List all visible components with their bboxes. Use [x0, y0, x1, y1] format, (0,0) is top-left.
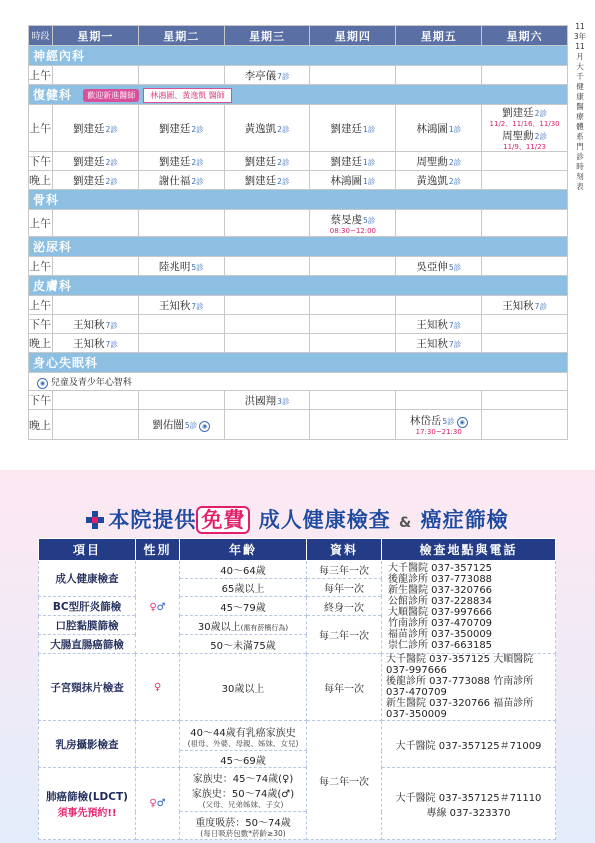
doctor-name: 劉建廷: [158, 155, 191, 168]
header-thu: 星期四: [310, 26, 396, 46]
room-number: 5診: [442, 417, 455, 426]
banner-post: 成人健康檢查: [258, 508, 391, 532]
psy-eve-row: [29, 410, 568, 440]
item-lung-ldct: [39, 768, 136, 840]
age-value: 家族史：50～74歲(♂): [191, 789, 295, 800]
age-note: (祖母、外婆、母親、姊妹、女兒): [187, 738, 299, 748]
doctor-name: 劉建廷: [330, 155, 362, 168]
location-mammography: 大千醫院 037-357125＃71009: [382, 721, 556, 768]
rehab-eve-row: [29, 171, 568, 190]
col-gender: 性別: [136, 539, 180, 561]
room-number: 2診: [191, 176, 204, 186]
slot-label: 晚上: [29, 334, 53, 353]
dept-dermatology: 皮膚科: [29, 276, 568, 296]
room-number: 2診: [105, 124, 118, 134]
slot-label: 下午: [29, 391, 53, 410]
child-mind-icon: ◉: [199, 421, 210, 432]
doctor-name: 劉佑闓: [152, 419, 184, 431]
doctor-name: 謝仕福: [158, 174, 191, 187]
location-entry: 大千醫院 037-357125: [388, 563, 493, 574]
doctor-name: 劉建廷: [73, 174, 105, 187]
header-slot: 時段: [29, 26, 53, 46]
dept-rehab-label: 復健科: [33, 88, 73, 102]
age-range: 65歲以上: [180, 579, 307, 597]
dept-neurology: 神經內科: [29, 46, 568, 66]
doctor-name: 林岱岳: [409, 415, 442, 427]
female-icon: [136, 721, 180, 768]
doctor-name: 王知秋: [158, 299, 191, 312]
age-note: (每日吸菸包數*菸齡≥30): [200, 828, 286, 838]
room-number: 7診: [105, 320, 118, 330]
psy-subnote-label: 兒童及青少年心智科: [50, 377, 132, 388]
location-entry: 後龍診所 037-773088: [388, 574, 493, 585]
age-note: (需有菸檳行為): [240, 623, 289, 632]
slot-label: 上午: [29, 296, 53, 315]
frequency: 每二年一次: [307, 616, 382, 654]
schedule-header-row: [29, 26, 568, 46]
room-number: 2診: [105, 176, 118, 186]
dept-orthopedics: 骨科: [29, 190, 568, 210]
item-label: 肺癌篩檢(LDCT): [46, 790, 128, 803]
slot-label: 上午: [29, 210, 53, 237]
header-mon: 星期一: [53, 26, 139, 46]
location-entry: 新生醫院 037-320766: [388, 585, 493, 596]
slot-label: 下午: [29, 315, 53, 334]
banner-amp: &: [399, 515, 413, 531]
header-sat: 星期六: [482, 26, 568, 46]
doctor-name: 蔡旻虔: [330, 213, 362, 226]
location-entry: 專線 037-323370: [426, 807, 511, 819]
check-header-row: [39, 539, 556, 561]
age-range: 45～79歲: [180, 597, 307, 616]
doctor-name: 林鴻圖: [416, 122, 448, 135]
room-number: 7診: [277, 71, 290, 81]
room-number: 7診: [105, 339, 118, 349]
free-label: 免費: [196, 506, 250, 534]
doctor-name: 劉建廷: [73, 122, 105, 135]
col-data: 資料: [307, 539, 382, 561]
room-number: 1診: [363, 176, 376, 186]
room-number: 1診: [448, 124, 462, 134]
item-mammography: 乳房攝影檢查: [39, 721, 136, 768]
room-number: 2診: [448, 157, 462, 167]
age-range: [180, 812, 307, 840]
doctor-name: 王知秋: [416, 318, 448, 331]
age-value: 30歲以上: [197, 621, 241, 633]
doctor-name: 劉建廷: [73, 155, 105, 168]
room-number: 5診: [191, 262, 204, 272]
room-number: 2診: [105, 157, 118, 167]
age-range: [180, 721, 307, 751]
col-age: 年齡: [180, 539, 307, 561]
room-number: 5診: [448, 262, 462, 272]
age-range: 40～64歲: [180, 561, 307, 579]
doctor-name: 洪國翔: [244, 394, 277, 407]
age-range: 50～未滿75歲: [180, 635, 307, 654]
dept-urology: 泌尿科: [29, 237, 568, 257]
room-number: 2診: [191, 124, 204, 134]
header-tue: 星期二: [138, 26, 224, 46]
item-oral-check: 口腔黏膜篩檢: [39, 616, 136, 635]
doctor-name: 林鴻圖: [330, 174, 362, 187]
location-entry: 大千醫院 037-357125 大順醫院 037-997666: [386, 654, 534, 676]
slot-label: 上午: [29, 66, 53, 85]
age-value: 40～44歲有乳癌家族史: [190, 727, 296, 739]
doctor-name: 劉建廷: [244, 155, 277, 168]
room-number: 2診: [191, 157, 204, 167]
item-colorectal-check: 大腸直腸癌篩檢: [39, 635, 136, 654]
location-entry: 公館診所 037-228834: [388, 596, 493, 607]
frequency: 每年一次: [307, 579, 382, 597]
col-item: 項目: [39, 539, 136, 561]
new-doctor-badge: 歡迎新進醫師: [83, 89, 139, 102]
room-number: 1診: [363, 124, 376, 134]
slot-label: 晚上: [29, 171, 53, 190]
room-number: 2診: [277, 176, 290, 186]
doctor-name: 劉建廷: [330, 122, 362, 135]
derm-eve-row: [29, 334, 568, 353]
doctor-name: 王知秋: [73, 318, 105, 331]
rehab-am-row: [29, 105, 568, 152]
age-range: [180, 616, 307, 635]
time-note: 08:30~12:00: [329, 226, 376, 235]
clinic-schedule-table: [28, 25, 568, 440]
derm-am-row: [29, 296, 568, 315]
room-number: 2診: [534, 109, 547, 118]
doctor-name: 周聖勳: [502, 130, 534, 142]
gender-both-icon: ♀♂: [136, 768, 180, 840]
doctor-name: 王知秋: [502, 299, 534, 312]
slot-label: 下午: [29, 152, 53, 171]
health-check-table: [38, 538, 556, 840]
frequency: 每三年一次: [307, 561, 382, 579]
room-number: 2診: [534, 132, 547, 141]
female-icon: ♀: [136, 654, 180, 721]
room-number: 7診: [191, 301, 204, 311]
location-entry: 大千醫院 037-357125＃71110: [395, 792, 542, 804]
item-adult-check: 成人健康檢查: [39, 561, 136, 597]
location-entry: 大順醫院 037-997666: [388, 607, 493, 618]
side-title: 113年11月大千健康醫療體系門診時刻表: [573, 22, 587, 191]
time-note: 17:30~21:30: [415, 428, 462, 436]
frequency: 終身一次: [307, 597, 382, 616]
banner-post2: 癌症篩檢: [420, 508, 509, 532]
banner-pre: 本院提供: [108, 508, 197, 532]
new-doctor-names: 林鴻圖、黃逸凱 醫師: [143, 88, 232, 103]
room-number: 5診: [363, 215, 376, 225]
location-list-2: [382, 654, 556, 721]
doctor-name: 黃逸凱: [244, 122, 277, 135]
location-entry: 後龍診所 037-773088 竹南診所 037-470709: [386, 676, 534, 698]
slot-label: 上午: [29, 105, 53, 152]
child-mind-icon: ◉: [37, 378, 48, 389]
age-range: 30歲以上: [180, 654, 307, 721]
date-note: 11/9、11/23: [503, 143, 547, 151]
health-check-banner: [0, 504, 595, 534]
gender-both-icon: ♀♂: [136, 561, 180, 654]
doctor-name: 劉建廷: [158, 122, 191, 135]
doctor-name: 陸兆明: [158, 260, 191, 273]
doctor-name: 吳亞伸: [416, 260, 448, 273]
doctor-name: 劉建廷: [502, 107, 534, 119]
doctor-name: 李亭儀: [244, 69, 277, 82]
location-list-1: [382, 561, 556, 654]
room-number: 1診: [363, 157, 376, 167]
slot-label: 晚上: [29, 410, 53, 440]
appointment-required: 須事先預約!!: [57, 807, 117, 819]
neuro-am-row: [29, 66, 568, 85]
room-number: 2診: [277, 157, 290, 167]
doctor-name: 黃逸凱: [416, 174, 448, 187]
derm-pm-row: [29, 315, 568, 334]
dept-psychiatry: 身心失眠科: [29, 353, 568, 373]
room-number: 7診: [534, 301, 547, 311]
frequency: 每年一次: [307, 654, 382, 721]
medical-cross-icon: [86, 511, 104, 529]
header-fri: 星期五: [396, 26, 482, 46]
age-note: (父母、兄弟姊妹、子女): [202, 800, 284, 809]
room-number: 2診: [277, 124, 290, 134]
doctor-name: 周聖勳: [416, 155, 448, 168]
psy-pm-row: [29, 391, 568, 410]
slot-label: 上午: [29, 257, 53, 276]
dept-rehab: [29, 85, 568, 105]
location-entry: 福苗診所 037-350009: [388, 629, 493, 640]
header-wed: 星期三: [224, 26, 310, 46]
location-entry: 新生醫院 037-320766 福苗診所 037-350009: [386, 698, 534, 720]
age-range: 45～69歲: [180, 751, 307, 768]
item-hepatitis-check: BC型肝炎篩檢: [39, 597, 136, 616]
child-mind-icon: ◉: [457, 417, 468, 428]
psy-subnote: [29, 373, 568, 391]
room-number: 7診: [448, 339, 462, 349]
room-number: 5診: [184, 421, 198, 430]
doctor-name: 王知秋: [416, 337, 448, 350]
location-entry: 崇仁診所 037-663185: [388, 640, 493, 651]
bone-am-row: [29, 210, 568, 237]
rehab-pm-row: [29, 152, 568, 171]
location-lung: [382, 768, 556, 840]
doctor-name: 王知秋: [73, 337, 105, 350]
age-value: 家族史：45～74歲(♀): [192, 774, 294, 785]
room-number: 2診: [448, 176, 462, 186]
col-location: 檢查地點與電話: [382, 539, 556, 561]
age-value: 重度吸菸：50～74歲: [195, 817, 291, 829]
age-range: [180, 768, 307, 812]
uro-am-row: [29, 257, 568, 276]
date-note: 11/2、11/16、11/30: [489, 120, 560, 128]
doctor-name: 劉建廷: [244, 174, 277, 187]
room-number: 3診: [277, 396, 290, 406]
room-number: 7診: [448, 320, 462, 330]
location-entry: 竹南診所 037-470709: [388, 618, 493, 629]
frequency: 每二年一次: [307, 721, 382, 840]
item-pap-smear: 子宮頸抹片檢查: [39, 654, 136, 721]
